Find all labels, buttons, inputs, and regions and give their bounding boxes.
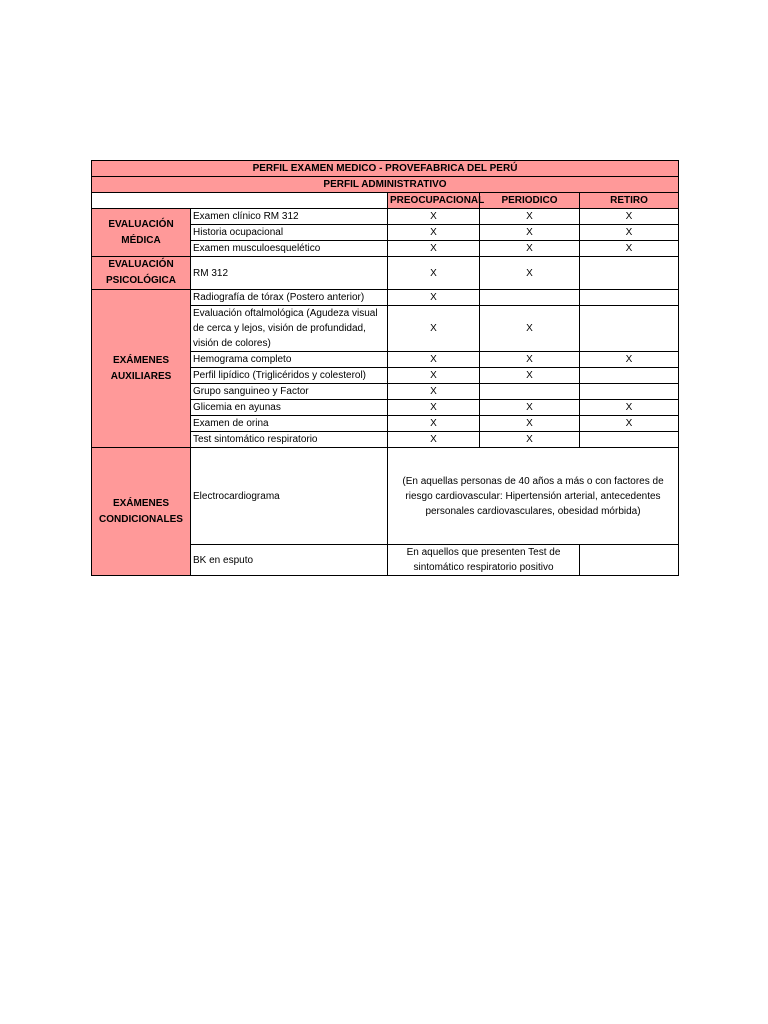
table-row — [92, 209, 679, 225]
mark-periodico: X — [480, 241, 580, 257]
mark-retiro: X — [580, 352, 679, 368]
exam-name: Evaluación oftalmológica (Agudeza visual de cerca y lejos, visión de profundidad, visión de colores) — [191, 306, 388, 352]
exam-name: Historia ocupacional — [191, 225, 388, 241]
column-header-row — [92, 193, 679, 209]
mark-periodico: X — [480, 432, 580, 448]
mark-periodico: X — [480, 352, 580, 368]
mark-preocupacional: X — [388, 368, 480, 384]
column-header-retiro: RETIRO — [580, 193, 679, 209]
mark-retiro — [580, 290, 679, 306]
mark-retiro — [580, 545, 679, 576]
column-header-preocupacional: PREOCUPACIONAL — [388, 193, 480, 209]
mark-retiro: X — [580, 241, 679, 257]
mark-preocupacional: X — [388, 241, 480, 257]
mark-retiro — [580, 432, 679, 448]
mark-preocupacional: X — [388, 290, 480, 306]
exam-name: Examen de orina — [191, 416, 388, 432]
mark-preocupacional: X — [388, 352, 480, 368]
exam-name: Electrocardiograma — [191, 448, 388, 545]
mark-preocupacional: X — [388, 306, 480, 352]
mark-periodico: X — [480, 416, 580, 432]
mark-retiro: X — [580, 225, 679, 241]
exam-profile-table — [91, 160, 679, 576]
column-header-periodico: PERIODICO — [480, 193, 580, 209]
mark-preocupacional: X — [388, 257, 480, 290]
mark-retiro — [580, 306, 679, 352]
mark-periodico — [480, 290, 580, 306]
group-label-condicionales: EXÁMENES CONDICIONALES — [92, 448, 191, 576]
exam-name: Hemograma completo — [191, 352, 388, 368]
exam-name: Perfil lipídico (Triglicéridos y colesterol) — [191, 368, 388, 384]
table-row — [92, 290, 679, 306]
mark-preocupacional: X — [388, 432, 480, 448]
mark-retiro: X — [580, 400, 679, 416]
mark-preocupacional: X — [388, 400, 480, 416]
group-label-medica: EVALUACIÓN MÉDICA — [92, 209, 191, 257]
exam-name: Grupo sanguineo y Factor — [191, 384, 388, 400]
table-title: PERFIL EXAMEN MEDICO - PROVEFABRICA DEL PERÚ — [92, 161, 679, 177]
mark-periodico: X — [480, 306, 580, 352]
mark-preocupacional: X — [388, 384, 480, 400]
group-label-auxiliares: EXÁMENES AUXILIARES — [92, 290, 191, 448]
mark-retiro — [580, 368, 679, 384]
exam-name: RM 312 — [191, 257, 388, 290]
mark-retiro — [580, 384, 679, 400]
condition-note: En aquellos que presenten Test de sintomático respiratorio positivo — [388, 545, 580, 576]
table-row — [92, 257, 679, 290]
mark-preocupacional: X — [388, 416, 480, 432]
exam-name: Examen clínico RM 312 — [191, 209, 388, 225]
mark-retiro: X — [580, 209, 679, 225]
table-row — [92, 448, 679, 545]
header-blank-cell — [92, 193, 388, 209]
condition-note: (En aquellas personas de 40 años a más o con factores de riesgo cardiovascular: Hipertensión arterial, antecedentes personales cardiovasculares, obesidad mórbida) — [388, 448, 679, 545]
mark-periodico — [480, 384, 580, 400]
exam-name: Radiografía de tórax (Postero anterior) — [191, 290, 388, 306]
mark-periodico: X — [480, 225, 580, 241]
mark-periodico: X — [480, 209, 580, 225]
mark-preocupacional: X — [388, 209, 480, 225]
mark-retiro — [580, 257, 679, 290]
mark-periodico: X — [480, 368, 580, 384]
exam-name: Glicemia en ayunas — [191, 400, 388, 416]
exam-name: BK en esputo — [191, 545, 388, 576]
exam-name: Examen musculoesquelético — [191, 241, 388, 257]
table-subtitle: PERFIL ADMINISTRATIVO — [92, 177, 679, 193]
group-label-psicologica: EVALUACIÓN PSICOLÓGICA — [92, 257, 191, 290]
exam-name: Test sintomático respiratorio — [191, 432, 388, 448]
mark-preocupacional: X — [388, 225, 480, 241]
mark-retiro: X — [580, 416, 679, 432]
mark-periodico: X — [480, 400, 580, 416]
mark-periodico: X — [480, 257, 580, 290]
